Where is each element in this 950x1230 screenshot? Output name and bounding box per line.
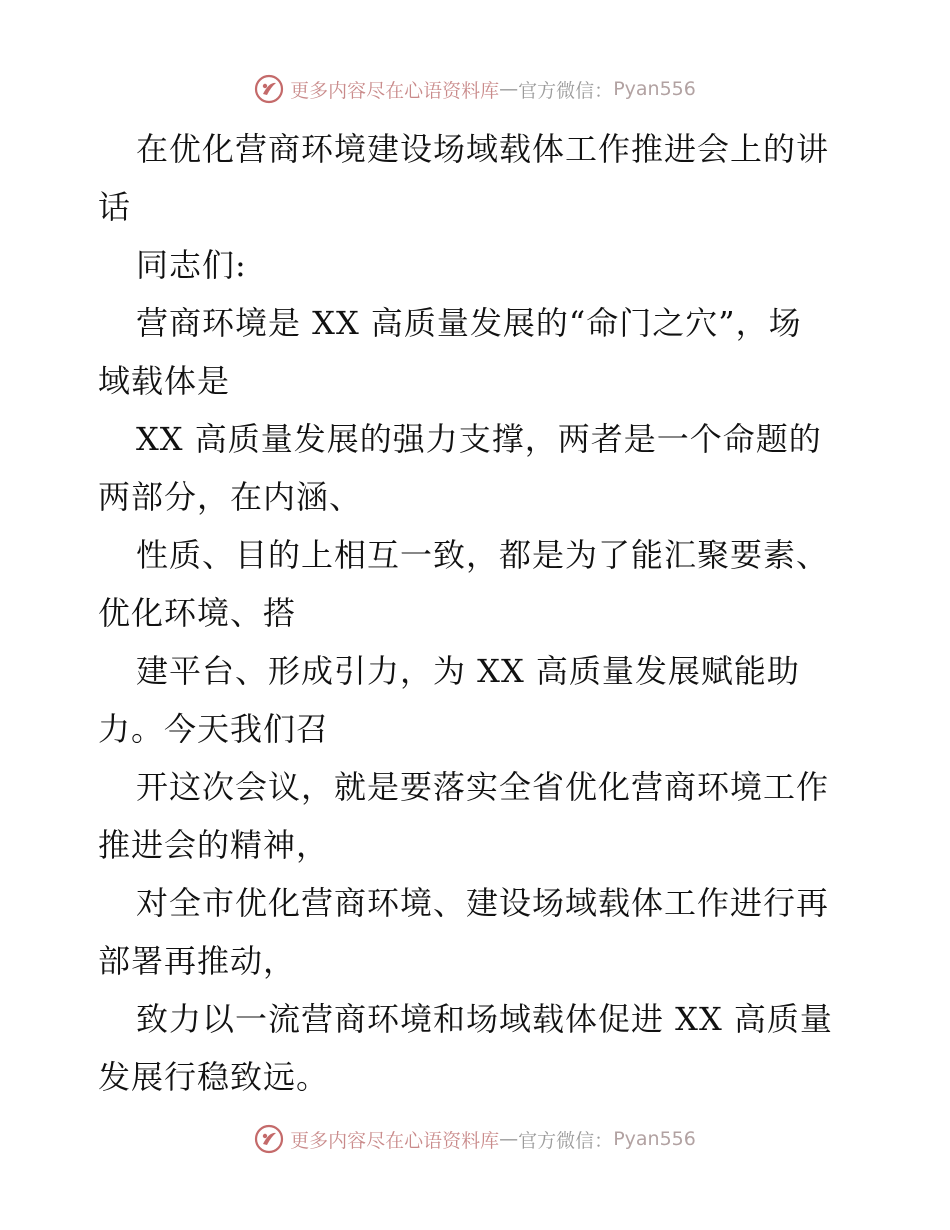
banner-dash: — (499, 78, 519, 100)
salutation: 同志们: (136, 246, 247, 284)
header-banner (0, 74, 950, 104)
banner-wechat-label: 官方微信： (518, 79, 614, 102)
paragraph-line: 建平台、形成引力，为 XX 高质量发展赋能助 (136, 652, 800, 690)
document-body (98, 120, 858, 1106)
paragraph-line: 对全市优化营商环境、建设场域载体工作进行再 (136, 884, 830, 922)
paragraph-line: 致力以一流营商环境和场域载体促进 XX 高质量 (136, 1000, 833, 1038)
banner-dash: — (499, 1128, 519, 1150)
banner-wechat-id: Pyan556 (613, 1128, 696, 1150)
paragraph-line: 部署再推动， (98, 942, 297, 980)
paragraph-line: 域载体是 (98, 362, 231, 400)
paragraph-line: 两部分，在内涵、 (98, 478, 363, 516)
paragraph-line: 推进会的精神， (98, 826, 330, 864)
paragraph-line: 力。今天我们召 (98, 710, 330, 748)
banner-main-text: 更多内容尽在心语资料库 (290, 79, 500, 102)
document-title-line-1: 在优化营商环境建设场域载体工作推进会上的讲 (136, 130, 830, 168)
paragraph-line: 发展行稳致远。 (98, 1058, 330, 1096)
paragraph-line: 优化环境、搭 (98, 594, 297, 632)
paragraph-line: XX 高质量发展的强力支撑，两者是一个命题的 (136, 420, 822, 458)
banner-main-text: 更多内容尽在心语资料库 (290, 1129, 500, 1152)
brand-logo-icon (254, 1124, 284, 1154)
brand-logo-icon (254, 74, 284, 104)
banner-wechat-label: 官方微信： (518, 1129, 614, 1152)
paragraph-line: 营商环境是 XX 高质量发展的“命门之穴”，场 (136, 304, 802, 342)
footer-banner (0, 1124, 950, 1154)
document-title-line-2: 话 (98, 188, 132, 226)
paragraph-line: 开这次会议，就是要落实全省优化营商环境工作 (136, 768, 830, 806)
banner-wechat-id: Pyan556 (613, 78, 696, 100)
paragraph-line: 性质、目的上相互一致，都是为了能汇聚要素、 (136, 536, 830, 574)
